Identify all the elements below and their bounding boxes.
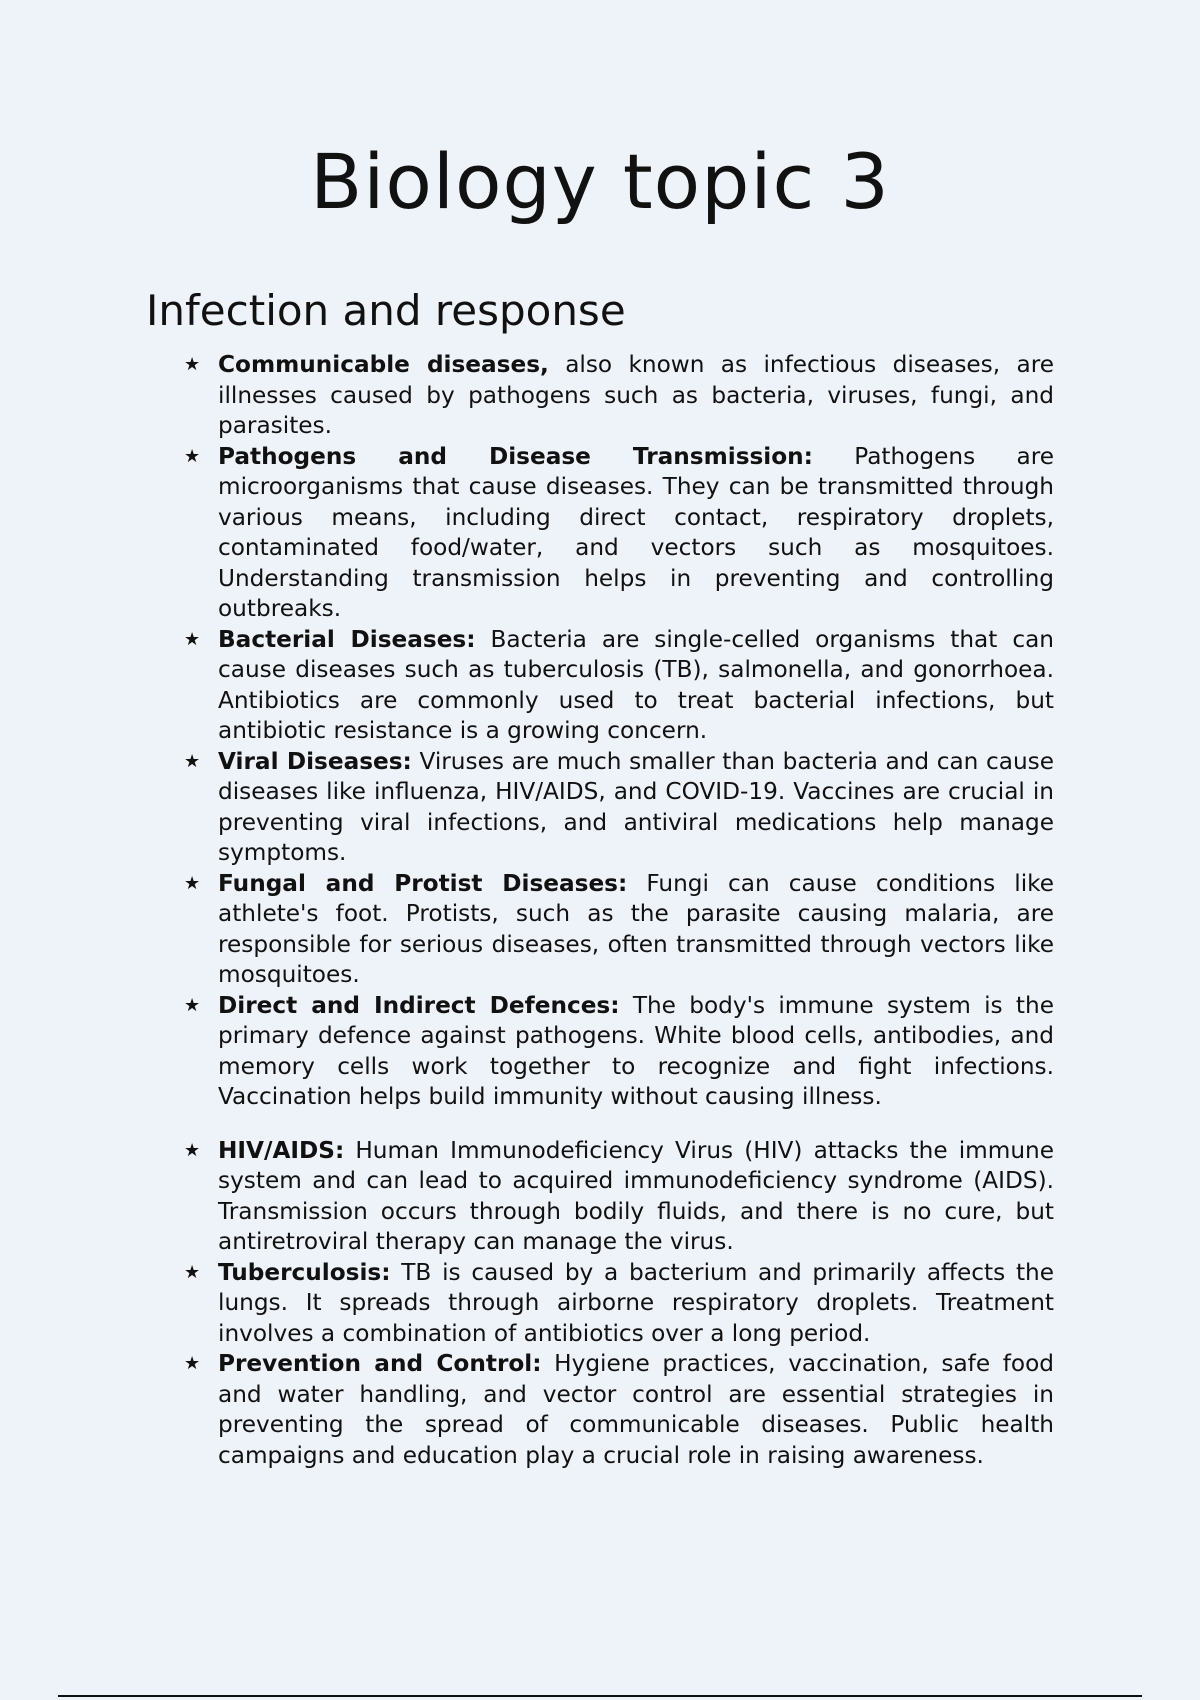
bullet-text: Bacteria are single-celled organisms that can cause diseases such as tuberculosis (TB), salmonella, and gonorrhoea. Antibiotics are commonly used to treat bacterial infections, but antibiotic resistance is a growing concern. — [218, 625, 1054, 744]
list-item — [184, 747, 1054, 869]
list-item — [184, 1258, 1054, 1350]
bullet-term: Tuberculosis: — [218, 1258, 391, 1286]
bullet-term: Fungal and Protist Diseases: — [218, 869, 628, 897]
bullet-term: HIV/AIDS: — [218, 1136, 345, 1164]
page-title: Biology topic 3 — [310, 137, 890, 226]
bullet-text: TB is caused by a bacterium and primarily affects the lungs. It spreads through airborne respiratory droplets. Treatment involves a combination of antibiotics over a long period. — [218, 1258, 1054, 1347]
list-item — [184, 442, 1054, 625]
bullet-text: The body's immune system is the primary defence against pathogens. White blood cells, antibodies, and memory cells work together to recognize and fight infections. Vaccination helps build immunity without causing illness. — [218, 991, 1054, 1110]
star-icon: ★ — [184, 1139, 201, 1161]
bottom-divider — [58, 1695, 1142, 1697]
bullet-term: Bacterial Diseases: — [218, 625, 476, 653]
bullet-term: Communicable diseases, — [218, 351, 549, 378]
bullet-text: Viruses are much smaller than bacteria and can cause diseases like influenza, HIV/AIDS, and COVID-19. Vaccines are crucial in preventing viral infections, and antiviral medications help manage symptoms. — [218, 747, 1055, 866]
star-icon: ★ — [184, 1353, 201, 1374]
list-item — [184, 1349, 1054, 1471]
list-item — [184, 1136, 1054, 1258]
list-item — [184, 350, 1054, 442]
bullet-term: Direct and Indirect Defences: — [218, 991, 620, 1019]
list-item — [184, 625, 1054, 747]
star-icon: ★ — [184, 1261, 201, 1283]
star-icon: ★ — [184, 872, 201, 894]
list-item — [184, 869, 1054, 991]
section-heading: Infection and response — [146, 286, 626, 335]
list-item — [184, 991, 1054, 1113]
bullet-text: Hygiene practices, vaccination, safe food and water handling, and vector control are essential strategies in preventing the spread of communicable diseases. Public health campaigns and education play a crucial role in raising awareness. — [218, 1350, 1054, 1469]
bullet-term: Prevention and Control: — [218, 1350, 542, 1377]
bullet-text: Pathogens are microorganisms that cause diseases. They can be transmitted through various means, including direct contact, respiratory droplets, contaminated food/water, and vectors such as mosquitoes. Understanding transmission helps in preventing and controlling outbreaks. — [218, 442, 1054, 622]
bullet-list — [184, 350, 1054, 1471]
star-icon: ★ — [184, 354, 201, 375]
bullet-text: Human Immunodeficiency Virus (HIV) attacks the immune system and can lead to acquired immunodeficiency syndrome (AIDS). Transmission occurs through bodily fluids, and there is no cure, but antiretroviral therapy can manage the virus. — [218, 1136, 1054, 1255]
star-icon: ★ — [184, 628, 201, 650]
star-icon: ★ — [184, 750, 201, 772]
bullet-text: also known as infectious diseases, are illnesses caused by pathogens such as bacteria, viruses, fungi, and parasites. — [218, 351, 1054, 439]
bullet-term: Pathogens and Disease Transmission: — [218, 442, 813, 470]
star-icon: ★ — [184, 445, 201, 467]
star-icon: ★ — [184, 994, 201, 1016]
bullet-text: Fungi can cause conditions like athlete's foot. Protists, such as the parasite causing malaria, are responsible for serious diseases, often transmitted through vectors like mosquitoes. — [218, 869, 1054, 988]
bullet-term: Viral Diseases: — [218, 747, 412, 775]
